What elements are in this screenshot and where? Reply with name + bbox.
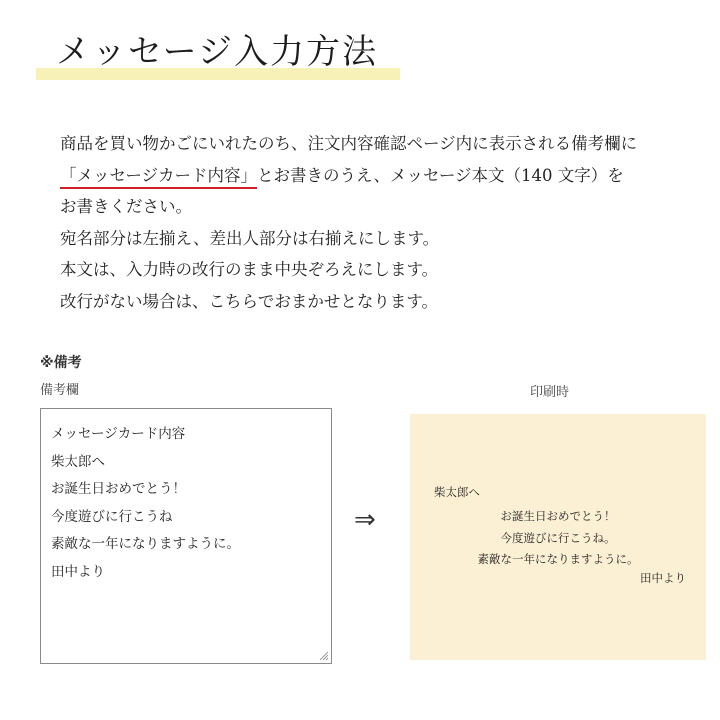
card-body-line: 素敵な一年になりますように。 (477, 552, 639, 566)
instruction-line-2 (60, 160, 700, 192)
note-heading: ※備考 (40, 355, 82, 371)
card-body-line: お誕生日おめでとう！ (500, 509, 616, 523)
textarea-line: メッセージカード内容 (51, 426, 186, 442)
card-body (410, 506, 706, 571)
instruction-line-2-rest: とお書きのうえ、メッセージ本文（140 文字）を (257, 165, 624, 185)
textarea-line: 素敵な一年になりますように。 (51, 536, 240, 552)
page-title-block (36, 28, 400, 82)
instruction-line-3: お書きください。 (60, 197, 192, 216)
textarea-line: 柴太郎へ (51, 453, 105, 470)
print-preview-label: 印刷時 (530, 385, 570, 400)
instruction-line-1: 商品を買い物かごにいれたのち、注文内容確認ページ内に表示される備考欄に (60, 134, 638, 153)
instruction-line-5: 本文は、入力時の改行のまま中央ぞろえにします。 (60, 260, 439, 279)
textarea-line: 田中より (51, 563, 105, 580)
card-body-line: 今度遊びに行こうね。 (500, 530, 616, 545)
highlighted-keyword: 「メッセージカード内容」 (60, 166, 257, 189)
card-addressee: 柴太郎へ (434, 485, 480, 499)
remarks-field-label: 備考欄 (40, 383, 80, 398)
page-title: メッセージ入力方法 (56, 32, 378, 72)
textarea-line: お誕生日おめでとう！ (51, 481, 186, 497)
textarea-line: 今度遊びに行こうね (51, 508, 173, 525)
remarks-textarea[interactable] (40, 408, 332, 664)
print-preview-card (410, 414, 706, 660)
instruction-line-4: 宛名部分は左揃え、差出人部分は右揃えにします。 (60, 228, 440, 248)
resize-grip-icon[interactable] (317, 649, 329, 661)
instruction-line-6: 改行がない場合は、こちらでおまかせとなります。 (60, 291, 439, 311)
arrow-right-icon: ⇒ (354, 505, 376, 535)
card-sender: 田中より (640, 571, 686, 585)
instructions (60, 128, 700, 317)
